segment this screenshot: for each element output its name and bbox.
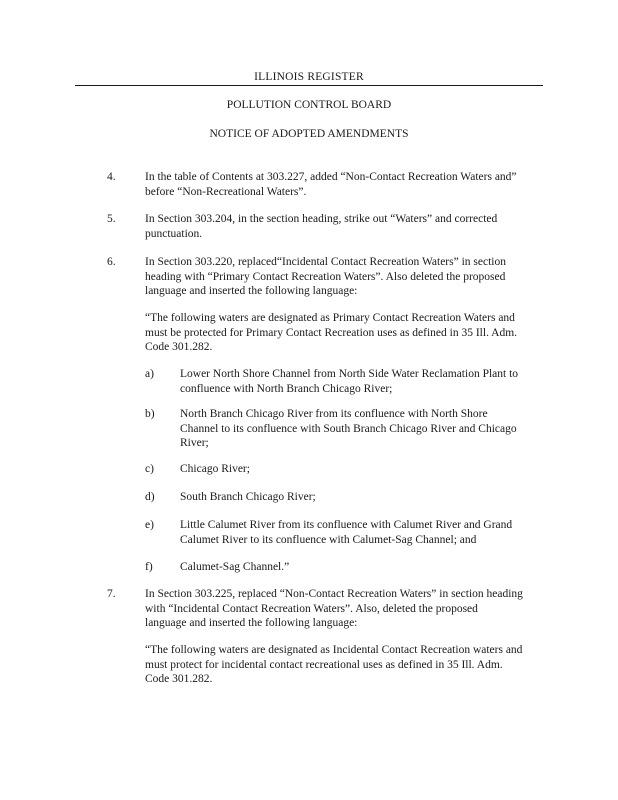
text-line: North Branch Chicago River from its confluence with North Shore [180,408,488,420]
subitem-letter: d) [145,491,155,503]
text-line: In Section 303.225, replaced “Non-Contact Recreation Waters” in section heading [145,588,523,600]
subitem-letter: f) [145,561,153,573]
text-line: Code 301.282. [145,673,213,685]
text-line: with “Incidental Contact Recreation Waters”. Also, deleted the proposed [145,602,478,615]
subitem-text [180,490,538,505]
item-number: 6. [107,256,116,268]
text-line: Lower North Shore Channel from North Side Water Reclamation Plant to [180,368,519,380]
subitem-text [180,462,538,477]
header-rule [75,85,543,86]
text-line: language and inserted the following language: [145,285,358,297]
text-line: heading with “Primary Contact Recreation Waters”. Also deleted the proposed [145,270,506,283]
text-line: must be protected for Primary Contact Recreation uses as defined in 35 Ill. Adm. [145,326,518,339]
text-line: Chicago River; [180,463,250,475]
text-line: must protect for incidental contact recreational uses as defined in 35 Ill. Adm. [145,658,503,671]
item-number: 7. [107,588,116,600]
subitem-letter: e) [145,519,154,531]
text-line: River; [180,437,209,449]
register-title: ILLINOIS REGISTER [254,71,364,83]
text-line: before “Non-Recreational Waters”. [145,185,307,198]
subitem-letter: a) [145,368,154,380]
item-text [145,212,540,241]
item-text [145,255,540,299]
item-number: 4. [107,171,116,183]
subitem-text [180,518,538,547]
text-line: In Section 303.220, replaced“Incidental Contact Recreation Waters” in section [145,256,506,268]
board-name: POLLUTION CONTROL BOARD [226,99,392,111]
text-line: Channel to its confluence with South Branch Chicago River and Chicago [180,422,517,435]
text-line: confluence with North Branch Chicago River; [180,382,393,395]
item-text [145,587,540,631]
text-line: Code 301.282. [145,341,213,353]
item-number: 5. [107,213,116,225]
notice-title: NOTICE OF ADOPTED AMENDMENTS [209,128,409,140]
subitem-text [180,407,538,451]
item-text [145,170,540,199]
subitem-letter: c) [145,463,154,475]
subitem-letter: b) [145,408,155,420]
subitem-text [180,367,538,396]
quoted-language [145,643,540,687]
text-line: In Section 303.204, in the section heading, strike out “Waters” and corrected [145,213,498,225]
text-line: punctuation. [145,227,203,240]
text-line: Calumet River to its confluence with Calumet-Sag Channel; and [180,533,477,546]
text-line: South Branch Chicago River; [180,491,316,503]
subitem-text [180,560,538,575]
text-line: “The following waters are designated as Incidental Contact Recreation waters and [145,644,523,656]
text-line: “The following waters are designated as Primary Contact Recreation Waters and [145,312,515,324]
text-line: In the table of Contents at 303.227, added “Non-Contact Recreation Waters and” [145,171,517,183]
text-line: Little Calumet River from its confluence with Calumet River and Grand [180,519,513,531]
quoted-language [145,311,540,355]
text-line: Calumet-Sag Channel.” [180,561,290,573]
text-line: language and inserted the following language: [145,617,358,629]
